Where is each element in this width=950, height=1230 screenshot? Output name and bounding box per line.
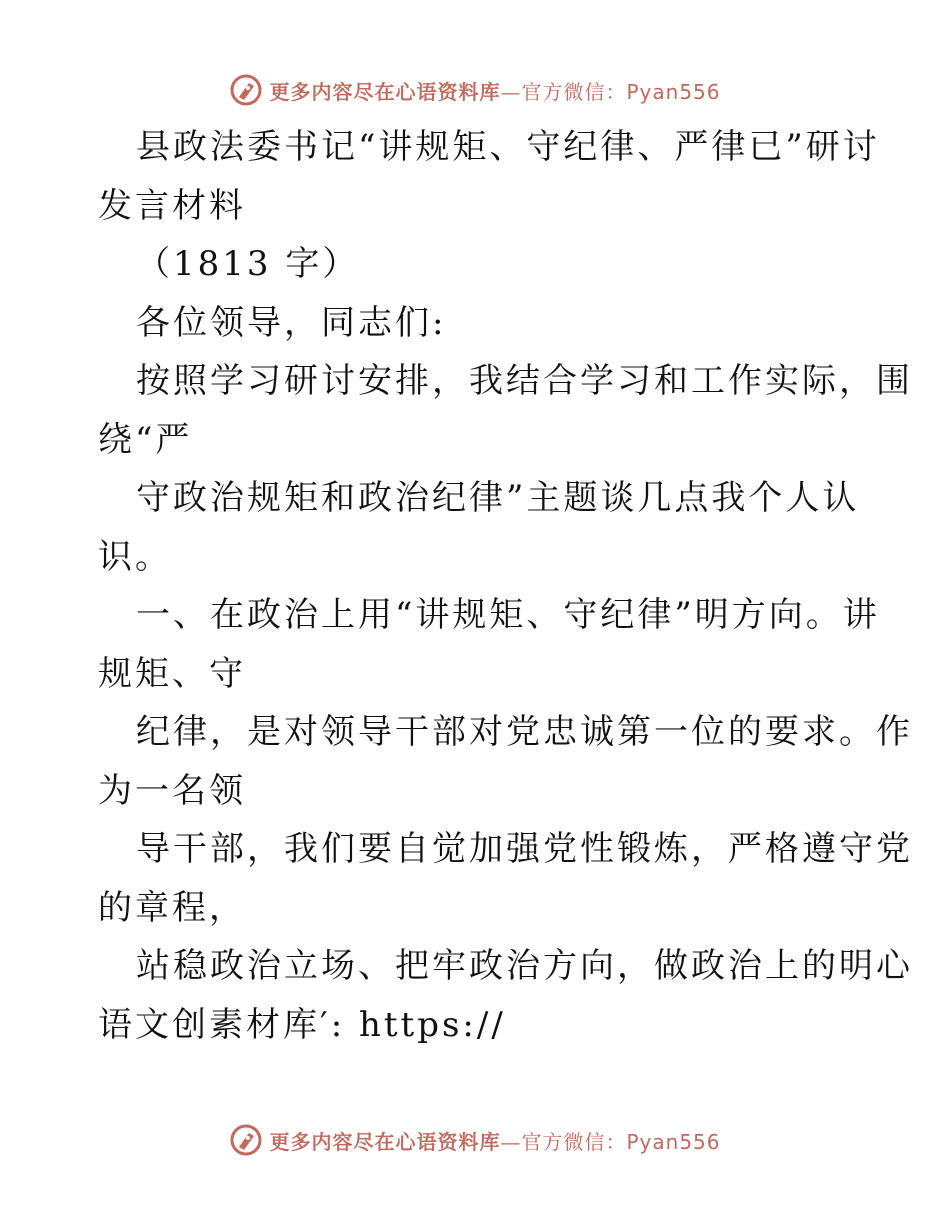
- text-line: 为一名领: [98, 770, 246, 811]
- text-line: 语文创素材库′: https://: [98, 1004, 506, 1045]
- text-line: 守政治规矩和政治纪律”主题谈几点我个人认: [136, 478, 860, 518]
- pen-nib-logo-icon: [229, 1123, 263, 1157]
- watermark-text: [269, 76, 720, 105]
- header-watermark: [0, 70, 950, 110]
- text-line: 一、在政治上用“讲规矩、守纪律”明方向。讲: [136, 595, 880, 635]
- document-body: [98, 118, 913, 1054]
- text-line: 各位领导，同志们:: [136, 302, 447, 343]
- text-line: 发言材料: [98, 185, 246, 226]
- watermark-wechat-id: Pyan556: [626, 79, 721, 104]
- watermark-wechat-label: 官方微信：: [521, 79, 627, 104]
- text-line: 识。: [98, 536, 172, 577]
- watermark-separator: —: [500, 1129, 522, 1154]
- watermark-separator: —: [500, 79, 522, 104]
- watermark-wechat-id: Pyan556: [626, 1129, 721, 1154]
- footer-watermark: [0, 1120, 950, 1160]
- text-line: （1813 字）: [136, 244, 360, 284]
- text-line: 站稳政治立场、把牢政治方向，做政治上的明心: [136, 946, 913, 986]
- text-line: 县政法委书记“讲规矩、守纪律、严律已”研讨: [136, 127, 880, 167]
- text-line: 规矩、守: [98, 653, 246, 694]
- text-line: 导干部，我们要自觉加强党性锻炼，严格遵守党: [136, 829, 913, 869]
- text-line: 绕“严: [98, 419, 193, 460]
- text-line: 按照学习研讨安排，我结合学习和工作实际，围: [136, 361, 913, 401]
- text-line: 的章程，: [98, 887, 246, 928]
- watermark-text: [269, 1126, 720, 1155]
- watermark-brand: 更多内容尽在心语资料库: [269, 79, 501, 104]
- watermark-wechat-label: 官方微信：: [521, 1129, 627, 1154]
- text-line: 纪律，是对领导干部对党忠诚第一位的要求。作: [136, 712, 913, 752]
- pen-nib-logo-icon: [229, 73, 263, 107]
- watermark-brand: 更多内容尽在心语资料库: [269, 1129, 501, 1154]
